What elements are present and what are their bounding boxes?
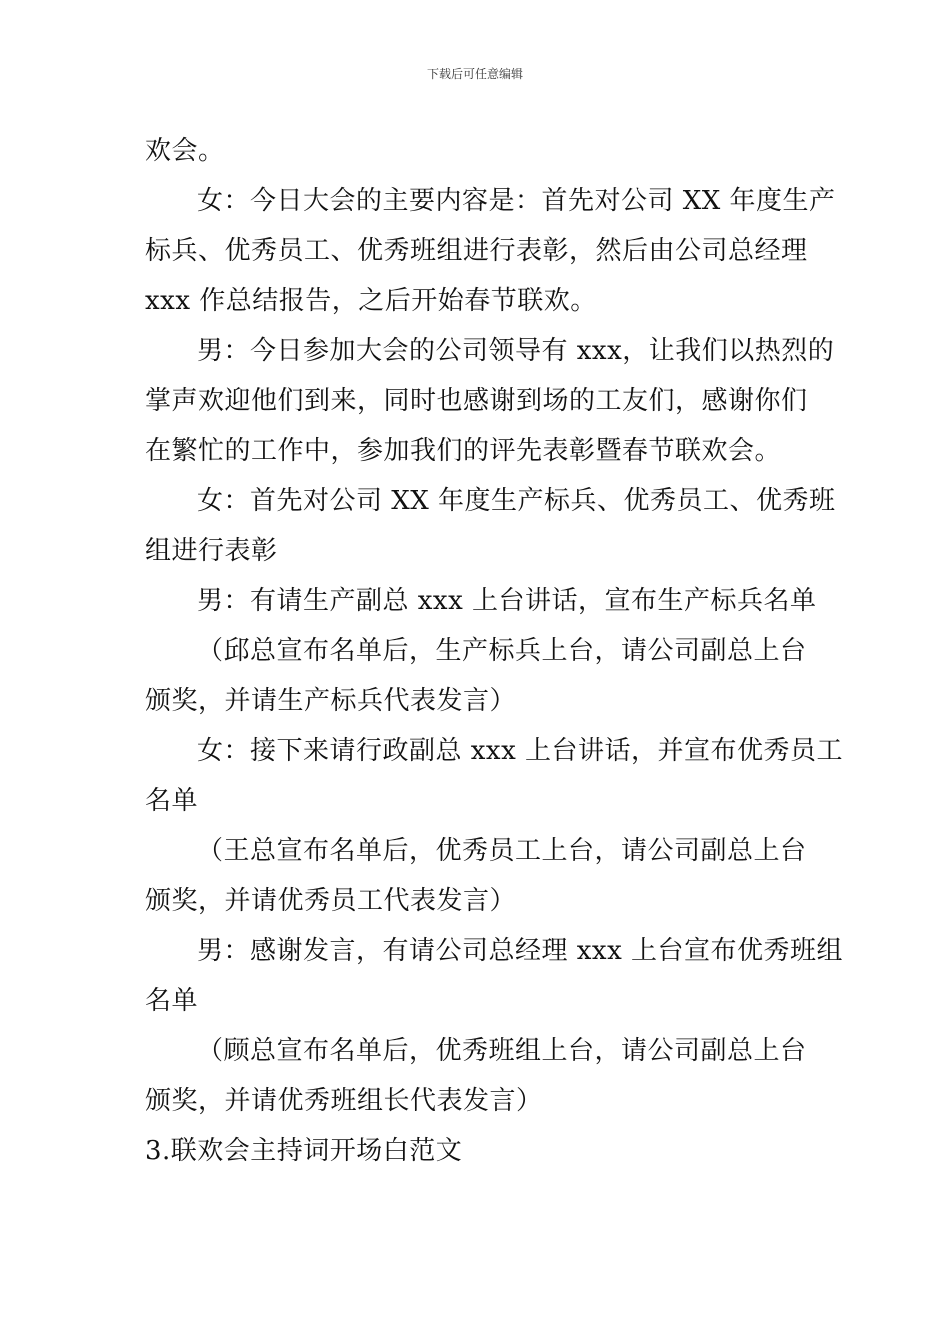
paragraph-female-host-awards: [145, 476, 836, 576]
paragraph-stage-note-teams: [145, 1026, 810, 1126]
text-line: （王总宣布名单后，优秀员工上台，请公司副总上台: [197, 836, 807, 866]
text-line: （邱总宣布名单后，生产标兵上台，请公司副总上台: [197, 636, 807, 666]
paragraph-stage-note-production: [145, 626, 810, 726]
text-line: （顾总宣布名单后，优秀班组上台，请公司副总上台: [197, 1036, 807, 1066]
text-line: 在繁忙的工作中，参加我们的评先表彰暨春节联欢会。: [145, 436, 782, 466]
text-line: 颁奖，并请优秀班组长代表发言）: [145, 1086, 543, 1116]
text-line: 3.联欢会主持词开场白范文: [145, 1136, 463, 1166]
text-line: 男：今日参加大会的公司领导有 xxx，让我们以热烈的: [197, 336, 835, 366]
paragraph-continuation: [145, 126, 810, 176]
text-line: 颁奖，并请优秀员工代表发言）: [145, 886, 517, 916]
text-line: 名单: [145, 786, 199, 816]
paragraph-female-host-admin: [145, 726, 844, 826]
document-body: [145, 126, 844, 1176]
text-line: 掌声欢迎他们到来，同时也感谢到场的工友们，感谢你们: [145, 386, 808, 416]
section-heading: [145, 1126, 810, 1176]
page-header: 下载后可任意编辑: [426, 67, 523, 81]
paragraph-stage-note-employees: [145, 826, 810, 926]
text-line: 女：今日大会的主要内容是：首先对公司 XX 年度生产: [197, 186, 836, 216]
paragraph-female-host-agenda: [145, 176, 836, 326]
text-line: 女：接下来请行政副总 xxx 上台讲话，并宣布优秀员工: [197, 736, 844, 766]
text-line: 组进行表彰: [145, 536, 278, 566]
text-line: 颁奖，并请生产标兵代表发言）: [145, 686, 517, 716]
paragraph-male-host-production: [145, 576, 817, 626]
text-line: 名单: [145, 986, 199, 1016]
paragraph-male-host-gm: [145, 926, 844, 1026]
text-line: 男：感谢发言，有请公司总经理 xxx 上台宣布优秀班组: [197, 936, 844, 966]
text-line: 女：首先对公司 XX 年度生产标兵、优秀员工、优秀班: [197, 486, 836, 516]
paragraph-male-host-welcome: [145, 326, 835, 476]
text-line: 欢会。: [145, 136, 225, 166]
text-line: xxx 作总结报告，之后开始春节联欢。: [145, 286, 597, 316]
text-line: 标兵、优秀员工、优秀班组进行表彰，然后由公司总经理: [145, 236, 808, 266]
text-line: 男：有请生产副总 xxx 上台讲话，宣布生产标兵名单: [197, 586, 817, 616]
